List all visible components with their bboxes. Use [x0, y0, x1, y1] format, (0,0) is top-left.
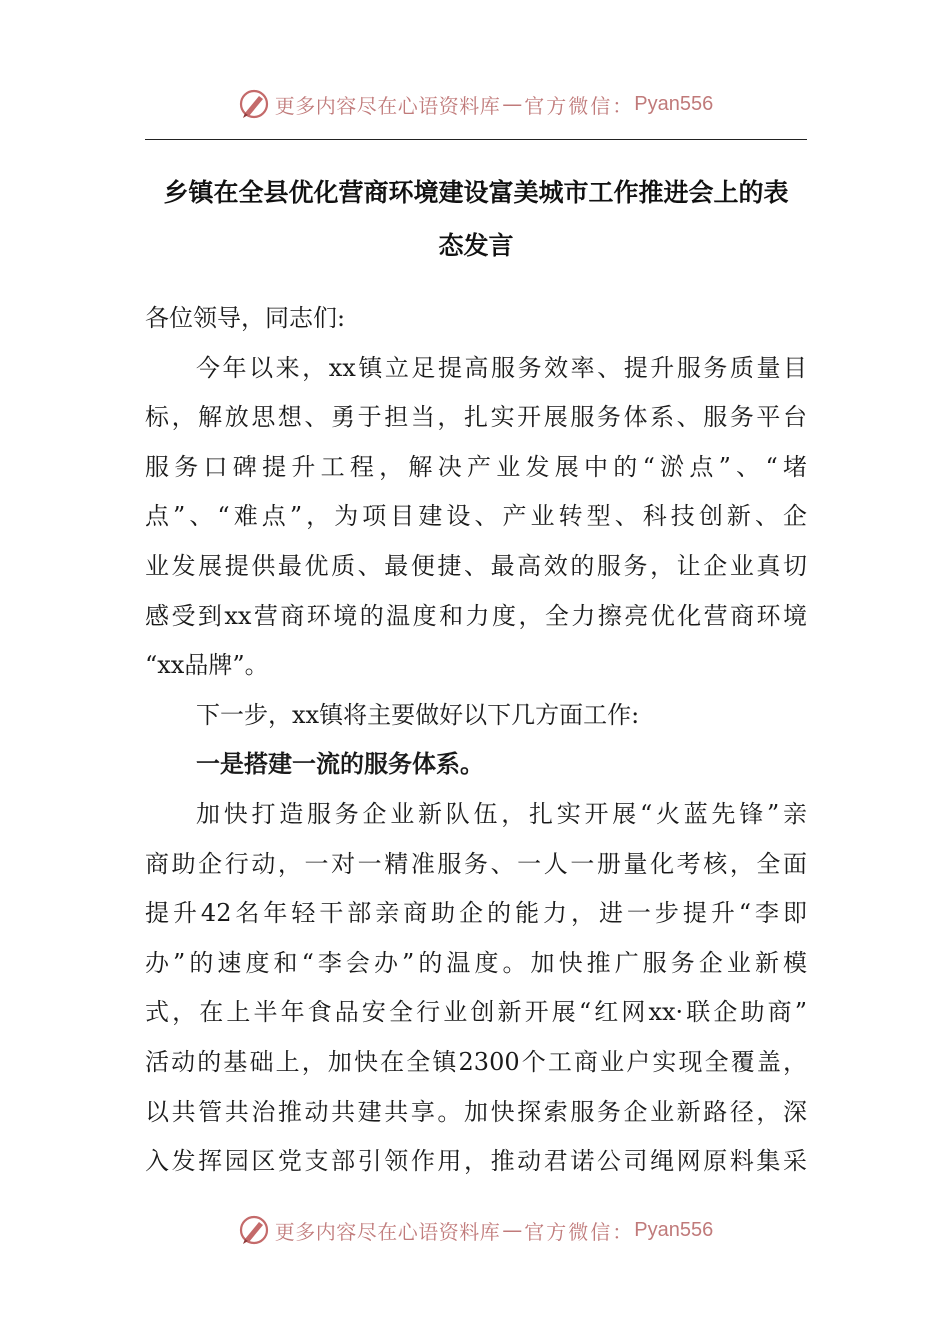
watermark-brand: 更多内容尽在心语资料库	[274, 1219, 501, 1244]
pen-circle-logo-icon	[237, 87, 271, 121]
watermark-brand: 更多内容尽在心语资料库	[274, 93, 501, 118]
watermark-official: 官方微信：	[524, 1219, 635, 1244]
watermark-official: 官方微信：	[524, 93, 635, 118]
paragraph-line: 服务口碑提升工程，解决产业发展中的“淤点”、“堵	[145, 452, 807, 481]
paragraph-line: 提升42名年轻干部亲商助企的能力，进一步提升“李即	[145, 899, 807, 928]
paragraph-line: 业发展提供最优质、最便捷、最高效的服务，让企业真切	[145, 551, 807, 580]
paragraph-line: 式，在上半年食品安全行业创新开展“红网xx·联企助商”	[145, 998, 807, 1027]
paragraph-line: 办”的速度和“李会办”的温度。加快推广服务企业新模	[145, 948, 807, 977]
paragraph-line: 下一步，xx镇将主要做好以下几方面工作:	[196, 700, 640, 729]
paragraph-line: 加快打造服务企业新队伍，扎实开展“火蓝先锋”亲	[196, 799, 807, 828]
paragraph-line: 活动的基础上，加快在全镇2300个工商业户实现全覆盖，	[145, 1047, 807, 1076]
paragraph-line: 点”、“难点”，为项目建设、产业转型、科技创新、企	[145, 502, 807, 531]
title-line-1: 乡镇在全县优化营商环境建设富美城市工作推进会上的表	[163, 178, 789, 207]
paragraph-line: 今年以来，xx镇立足提高服务效率、提升服务质量目	[196, 353, 807, 382]
paragraph-line: 标，解放思想、勇于担当，扎实开展服务体系、服务平台	[145, 403, 807, 432]
section-heading: 一是搭建一流的服务体系。	[196, 750, 484, 779]
salutation: 各位领导，同志们:	[145, 304, 346, 332]
document-title	[145, 166, 807, 272]
paragraph-line: 感受到xx营商环境的温度和力度，全力擦亮优化营商环境	[145, 601, 807, 630]
watermark-separator: —	[502, 1218, 523, 1242]
header-divider	[145, 139, 807, 140]
watermark-wechat-id: Pyan556	[634, 92, 714, 115]
watermark-wechat-id: Pyan556	[634, 1218, 714, 1241]
document-body	[145, 294, 807, 1187]
watermark-banner-top	[0, 84, 950, 124]
paragraph-line: 商助企行动，一对一精准服务、一人一册量化考核，全面	[145, 849, 807, 878]
paragraph-line: 以共管共治推动共建共享。加快探索服务企业新路径，深	[145, 1097, 807, 1126]
paragraph-line: 入发挥园区党支部引领作用，推动君诺公司绳网原料集采	[145, 1147, 807, 1176]
watermark-separator: —	[502, 92, 523, 116]
pen-circle-logo-icon	[237, 1213, 271, 1247]
paragraph-line: “xx品牌”。	[145, 651, 269, 680]
title-line-2: 态发言	[438, 231, 514, 260]
watermark-banner-bottom	[0, 1210, 950, 1250]
